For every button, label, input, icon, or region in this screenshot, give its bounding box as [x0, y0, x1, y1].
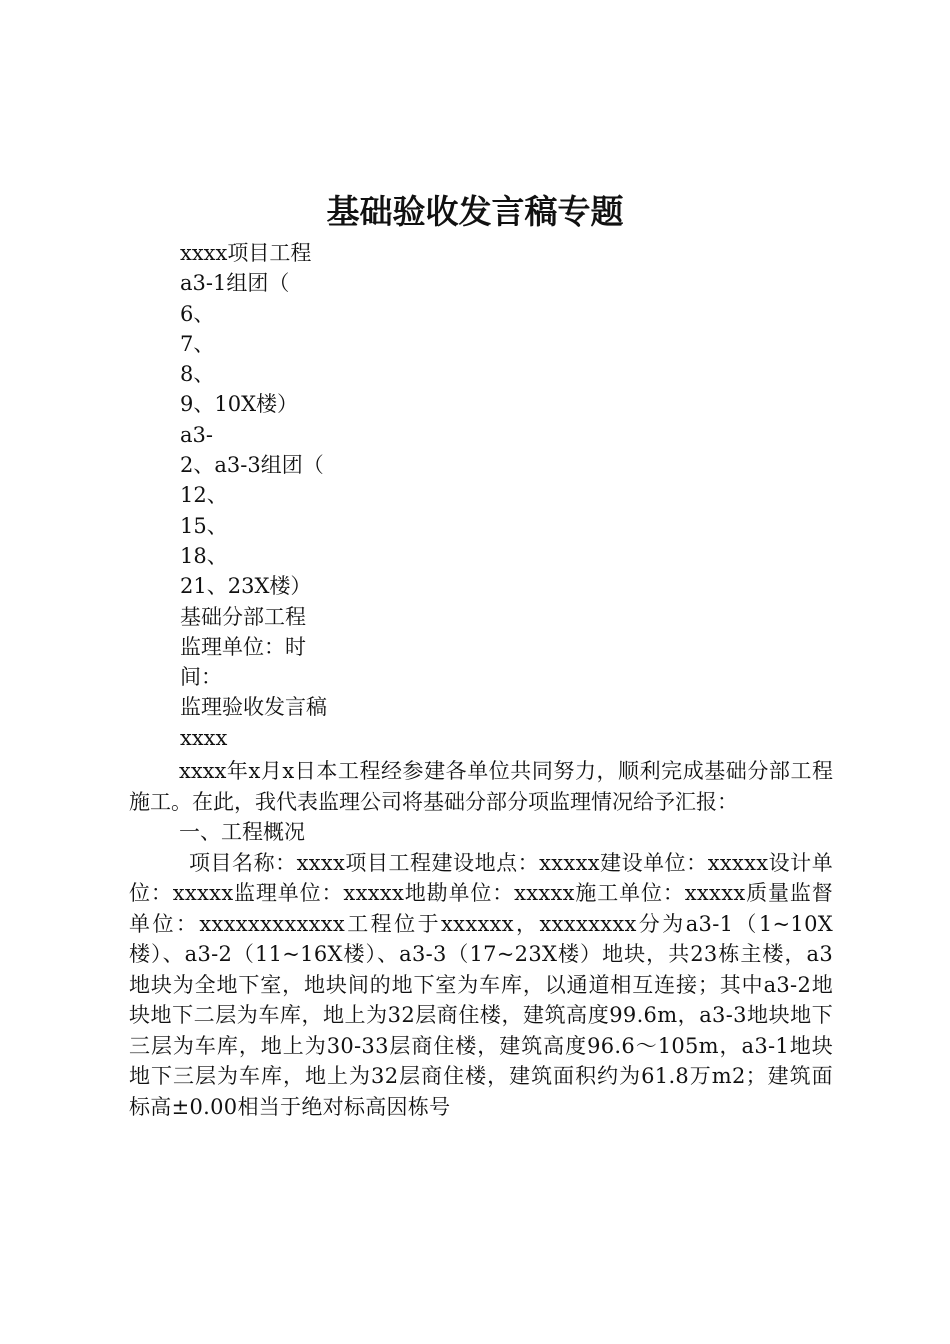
cover-line: a3-: [180, 422, 213, 447]
cover-line: 监理验收发言稿: [180, 695, 327, 720]
cover-line: 2、a3-3组团（: [180, 453, 324, 478]
cover-line: 7、: [180, 331, 215, 356]
cover-line: 基础分部工程: [180, 604, 306, 629]
cover-line: xxxx: [180, 725, 228, 750]
cover-line: 6、: [180, 301, 215, 326]
cover-line: 21、23X楼）: [180, 574, 312, 599]
document-body: [129, 756, 833, 1122]
cover-line: a3-1组团（: [180, 271, 290, 296]
overview-paragraph: 项目名称：xxxx项目工程建设地点：xxxxx建设单位：xxxxx设计单位：xxxxx监理单位：xxxxx地勘单位：xxxxx施工单位：xxxxx质量监督单位：xxxxxxxxxxxx工程位于xxxxxx，xxxxxxxx分为a3-1（1~10X楼）、a3-2（11~16X楼）、a3-3（17~23X楼）地块，共23栋主楼，a3地块为全地下室，地块间的地下室为车库，以通道相互连接；其中a3-2地块地下二层为车库，地上为32层商住楼，建筑高度99.6m，a3-3地块地下三层为车库，地上为30-33层商住楼，建筑高度96.6～105m，a3-1地块地下三层为车库，地上为32层商住楼，建筑面积约为61.8万m2；建筑面标高±0.00相当于绝对标高因栋号: [129, 850, 833, 1119]
document-title: 基础验收发言稿专题: [326, 192, 624, 231]
cover-line: 15、: [180, 513, 228, 538]
cover-line: 监理单位：时: [180, 634, 306, 659]
intro-paragraph: xxxx年x月x日本工程经参建各单位共同努力，顺利完成基础分部工程施工。在此，我代表监理公司将基础分部分项监理情况给予汇报：: [129, 759, 833, 814]
cover-line: 8、: [180, 362, 215, 387]
cover-line: 18、: [180, 543, 228, 568]
cover-line: 间：: [180, 665, 222, 690]
cover-lines: [180, 238, 327, 753]
cover-line: 9、10X楼）: [180, 392, 299, 417]
cover-line: 12、: [180, 483, 228, 508]
section-heading: 一、工程概况: [179, 820, 305, 844]
cover-line: xxxx项目工程: [180, 241, 312, 265]
